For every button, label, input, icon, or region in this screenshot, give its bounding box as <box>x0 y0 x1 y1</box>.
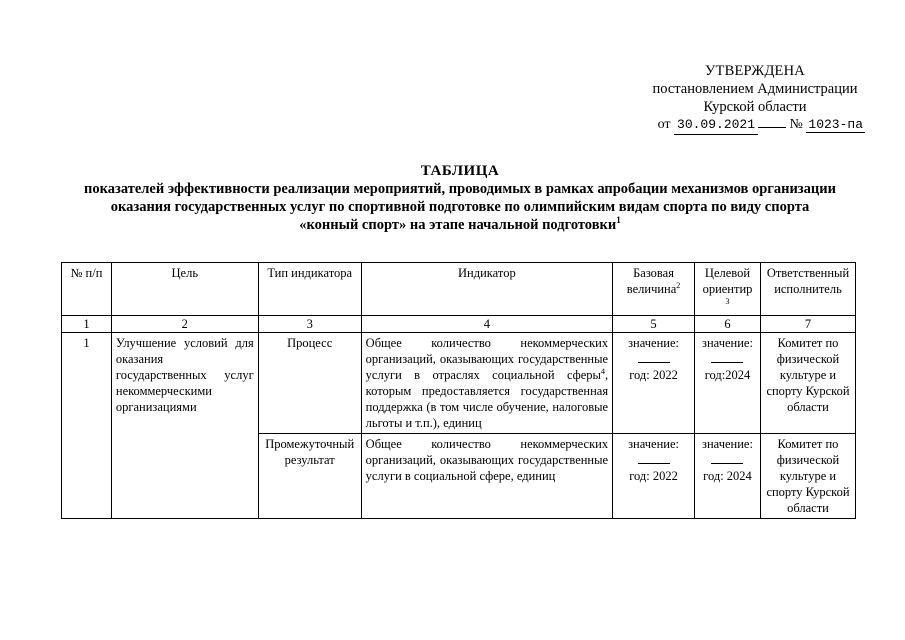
executor: Комитет по физической культуре и спорту Курской области <box>760 333 855 434</box>
value-blank <box>638 455 670 464</box>
approval-date-line <box>645 116 865 135</box>
indicators-table <box>61 262 856 519</box>
approval-stamp <box>645 62 865 135</box>
heading-line-3-text: «конный спорт» на этапе начальной подготовки <box>299 217 617 233</box>
heading-title: ТАБЛИЦА <box>420 163 500 179</box>
target-year: год:2024 <box>704 368 751 382</box>
date-underline <box>758 127 786 128</box>
row-goal: Улучшение условий для оказания государственных услуг некоммерческими организациями <box>111 333 258 519</box>
header-goal: Цель <box>111 263 258 316</box>
executor: Комитет по физической культуре и спорту Курской области <box>760 434 855 519</box>
heading-line-1: показателей эффективности реализации мероприятий, проводимых в рамках апробации механизмов организации <box>84 181 836 197</box>
base-value <box>613 434 695 519</box>
target-value <box>695 333 761 434</box>
target-label: значение: <box>702 437 753 451</box>
header-indicator: Индикатор <box>361 263 612 316</box>
column-number-row <box>62 316 856 333</box>
date-prefix: от <box>657 117 671 132</box>
row-number: 1 <box>62 333 112 519</box>
header-base <box>613 263 695 316</box>
col-number: 6 <box>695 316 761 333</box>
target-label: значение: <box>702 336 753 350</box>
value-blank <box>711 354 743 363</box>
indicator-text-b: , которым предоставляется государственная поддержка (в том числе обучение, налоговые льготы и т.п.), единиц <box>365 368 609 430</box>
base-year: год: 2022 <box>629 368 678 382</box>
col-number: 3 <box>258 316 361 333</box>
table-row <box>62 333 856 434</box>
col-number: 4 <box>361 316 612 333</box>
footnote-mark: 1 <box>616 215 621 226</box>
number-prefix: № <box>789 117 803 132</box>
header-base-note: 2 <box>676 280 681 290</box>
target-year: год: 2024 <box>703 469 752 483</box>
indicator-note: 4 <box>600 366 605 376</box>
document-heading <box>60 162 860 234</box>
header-num: № п/п <box>62 263 112 316</box>
heading-line-2: оказания государственных услуг по спортивной подготовке по олимпийским видам спорта по виду спорта <box>110 199 810 215</box>
heading-line-3 <box>60 216 860 234</box>
base-year: год: 2022 <box>629 469 678 483</box>
header-target-text: Целевой ориентир <box>702 266 753 296</box>
approval-line-2: Курской области <box>703 99 807 115</box>
table-header-row <box>62 263 856 316</box>
indicator-type: Процесс <box>258 333 361 434</box>
value-blank <box>638 354 670 363</box>
col-number: 7 <box>760 316 855 333</box>
header-base-text: Базовая величина <box>626 266 677 296</box>
col-number: 5 <box>613 316 695 333</box>
approval-number: 1023-па <box>808 117 863 132</box>
header-target-note: 3 <box>725 296 730 306</box>
header-type: Тип индикатора <box>258 263 361 316</box>
approved-label: УТВЕРЖДЕНА <box>705 63 805 79</box>
base-value <box>613 333 695 434</box>
approval-date: 30.09.2021 <box>674 116 758 135</box>
indicator-text: Общее количество некоммерческих организаций, оказывающих государственные услуги в социальной сфере, единиц <box>361 434 612 519</box>
base-label: значение: <box>628 336 679 350</box>
base-label: значение: <box>628 437 679 451</box>
col-number: 2 <box>111 316 258 333</box>
header-target <box>695 263 761 316</box>
col-number: 1 <box>62 316 112 333</box>
indicator-type: Промежуточный результат <box>258 434 361 519</box>
indicator-text-a: Общее количество некоммерческих организаций, оказывающих государственные услуги в отраслях социальной сферы <box>365 336 609 382</box>
header-executor: Ответственный исполнитель <box>760 263 855 316</box>
value-blank <box>711 455 743 464</box>
approval-line-1: постановлением Администрации <box>652 81 858 97</box>
indicator-text <box>361 333 612 434</box>
target-value <box>695 434 761 519</box>
